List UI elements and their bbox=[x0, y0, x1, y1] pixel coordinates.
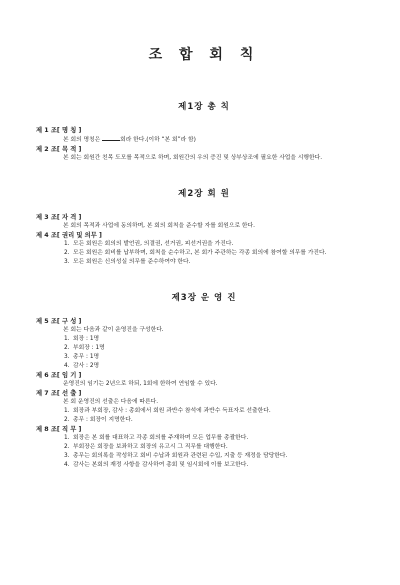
article-title: 제 5 조[ 구 성 ] bbox=[36, 318, 82, 325]
list-item: 2. 모든 회원은 회비를 납부하며, 회칙을 순수하고, 본 회가 주관하는 각종 회의에 참여할 의무를 가진다. bbox=[64, 250, 327, 256]
list-item: 2. 부회장은 회장을 보좌하고 회장의 유고시 그 직무를 대행한다. bbox=[64, 444, 228, 450]
chapter-heading: 제1장 총 칙 bbox=[178, 102, 230, 112]
article-text: 본 회 운영진의 선출은 다음에 따른다. bbox=[63, 399, 159, 405]
name-blank-line bbox=[102, 135, 120, 141]
list-item: 3. 총무 : 1명 bbox=[64, 354, 100, 360]
list-item: 4. 감사는 본회의 재정 사항을 감사하여 총회 및 임시회에 이를 보고한다. bbox=[64, 462, 249, 468]
article-text-pre: 본 회의 명칭은 bbox=[63, 137, 103, 143]
article-title: 제 6 조[ 임 기 ] bbox=[36, 372, 82, 379]
article-list bbox=[36, 434, 372, 470]
list-item: 2. 총무 : 회장이 지명한다. bbox=[64, 417, 133, 423]
article-list bbox=[36, 240, 372, 267]
list-item: 1. 모든 회원은 회의의 발언권, 의결권, 선거권, 피선거권을 가진다. bbox=[64, 241, 234, 247]
list-item: 4. 감사 : 2명 bbox=[64, 363, 100, 369]
article-title: 제 8 조[ 직 무 ] bbox=[36, 426, 82, 433]
article-title: 제 2 조[ 목 적 ] bbox=[36, 146, 82, 153]
list-item: 3. 모든 회원은 신의성실 의무를 준수하여야 한다. bbox=[64, 259, 191, 265]
list-item: 1. 회장과 부회장, 감사 : 총회에서 회원 과반수 참석에 과반수 득표자로 선출한다. bbox=[64, 408, 271, 414]
article-text: 본 회는 다음과 같이 운영진을 구성한다. bbox=[63, 327, 164, 333]
article-text bbox=[36, 135, 372, 145]
document-title: 조 합 회 칙 bbox=[148, 47, 260, 63]
article-text: 본 회는 회원간 친목 도모를 목적으로 하며, 회원간의 우의 증진 및 상부상조에 필요한 사업을 시행한다. bbox=[63, 155, 323, 161]
article-title: 제 3 조[ 자 격 ] bbox=[36, 214, 82, 221]
list-item: 1. 회장 : 1명 bbox=[64, 336, 100, 342]
article-list bbox=[36, 335, 372, 371]
list-item: 3. 총무는 회의록을 작성하고 회비 수납과 회원과 관련된 수입, 지출 등 재정을 담당한다. bbox=[64, 453, 288, 459]
article-title: 제 1 조[ 명 칭 ] bbox=[36, 127, 82, 134]
article-title: 제 4 조[ 권리 및 의무 ] bbox=[36, 232, 102, 239]
article-text: 본 회의 목적과 사업에 동의하며, 본 회의 회칙을 준수할 자를 회원으로 한다. bbox=[63, 223, 255, 229]
chapter-heading: 제2장 회 원 bbox=[178, 189, 230, 199]
article-text: 운영진의 임기는 2년으로 하되, 1회에 한하여 연임할 수 있다. bbox=[63, 381, 218, 387]
list-item: 2. 부회장 : 1명 bbox=[64, 345, 105, 351]
article-title: 제 7 조[ 선 출 ] bbox=[36, 390, 82, 397]
chapter-heading: 제3장 운 영 진 bbox=[171, 293, 237, 303]
article-text-post: 회라 한다.(이하 “본 회”라 함) bbox=[120, 137, 196, 143]
article-list bbox=[36, 407, 372, 425]
list-item: 1. 회장은 본 회를 대표하고 각종 회의를 주재하며 모든 업무를 총괄한다. bbox=[64, 435, 249, 441]
